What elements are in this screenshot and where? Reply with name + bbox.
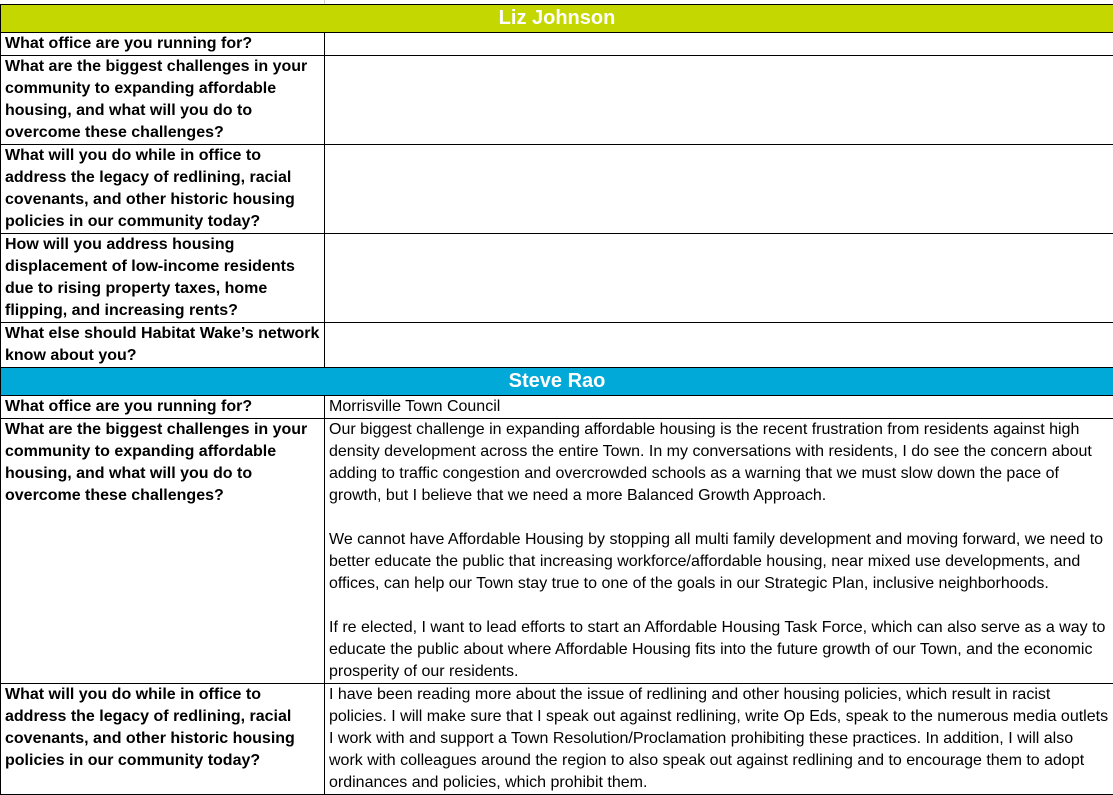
candidate-name: Steve Rao (1, 368, 1113, 396)
table-row (1, 419, 1113, 684)
candidate-name: Liz Johnson (1, 5, 1113, 33)
answer-cell[interactable] (325, 396, 1113, 419)
answer-cell[interactable] (325, 56, 1113, 145)
answer-cell[interactable] (325, 33, 1113, 56)
answer-paragraph: Morrisville Town Council (329, 398, 501, 415)
candidate-questionnaire-table (0, 4, 1113, 795)
answer-paragraph: If re elected, I want to lead efforts to start an Affordable Housing Task Force, which can also serve as a way to educate the public about where Affordable Housing fits into the future growth of our Town, and the economic prosperity of our residents. (329, 619, 1106, 680)
question-cell: What else should Habitat Wake’s network know about you? (1, 323, 325, 368)
question-cell: What are the biggest challenges in your community to expanding affordable housing, and what will you do to overcome these challenges? (1, 56, 325, 145)
candidate-header-row (1, 368, 1113, 396)
table-row (1, 33, 1113, 56)
answer-cell[interactable] (325, 234, 1113, 323)
table-row (1, 56, 1113, 145)
table-row (1, 323, 1113, 368)
table-row (1, 234, 1113, 323)
answer-cell[interactable] (325, 419, 1113, 684)
answer-cell[interactable] (325, 684, 1113, 795)
question-cell: How will you address housing displacement of low-income residents due to rising property taxes, home flipping, and increasing rents? (1, 234, 325, 323)
answer-cell[interactable] (325, 323, 1113, 368)
question-cell: What office are you running for? (1, 396, 325, 419)
answer-cell[interactable] (325, 145, 1113, 234)
answer-paragraph: We cannot have Affordable Housing by stopping all multi family development and moving forward, we need to better educate the public that increasing workforce/affordable housing, near mixed use developments, and offices, can help our Town stay true to one of the goals in our Strategic Plan, inclusive neighborhoods. (329, 531, 1104, 592)
question-cell: What will you do while in office to address the legacy of redlining, racial covenants, and other historic housing policies in our community today? (1, 684, 325, 795)
answer-paragraph: Our biggest challenge in expanding affordable housing is the recent frustration from residents against high density development across the entire Town. In my conversations with residents, I do see the concern about adding to traffic congestion and overcrowded schools as a warning that we must slow down the pace of growth, but I believe that we need a more Balanced Growth Approach. (329, 421, 1092, 504)
table-row (1, 684, 1113, 795)
question-cell: What are the biggest challenges in your community to expanding affordable housing, and what will you do to overcome these challenges? (1, 419, 325, 684)
question-cell: What will you do while in office to address the legacy of redlining, racial covenants, and other historic housing policies in our community today? (1, 145, 325, 234)
answer-paragraph: I have been reading more about the issue of redlining and other housing policies, which result in racist policies. I will make sure that I speak out against redlining, write Op Eds, speak to the numerous media outlets I work with and support a Town Resolution/Proclamation prohibiting these practices. In addition, I will also work with colleagues around the region to also speak out against redlining and to encourage them to adopt ordinances and policies, which prohibit them. (329, 686, 1109, 791)
table-row (1, 145, 1113, 234)
table-row (1, 396, 1113, 419)
candidate-header-row (1, 5, 1113, 33)
question-cell: What office are you running for? (1, 33, 325, 56)
